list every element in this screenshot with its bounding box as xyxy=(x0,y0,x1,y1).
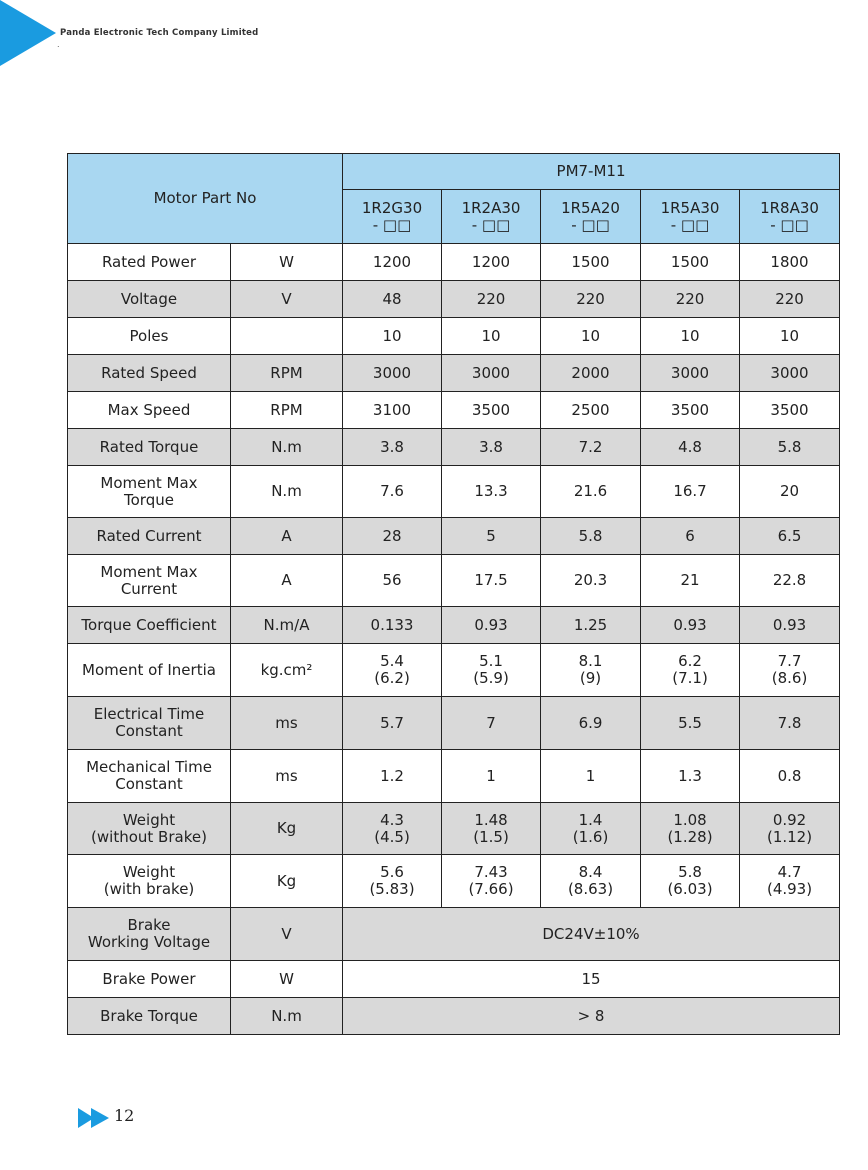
param-label xyxy=(68,607,231,644)
model-header xyxy=(442,190,541,244)
unit-cell: N.m xyxy=(231,998,343,1035)
value-line: 2500 xyxy=(571,400,610,419)
value-cell xyxy=(541,392,641,429)
value-cell xyxy=(641,392,740,429)
value-cell xyxy=(740,803,840,855)
value-line: (8.63) xyxy=(567,880,614,898)
table-row xyxy=(68,355,840,392)
value-line: 10 xyxy=(680,326,700,345)
value-line: 1.4 xyxy=(578,810,603,829)
param-label-line: Working Voltage xyxy=(87,933,211,951)
value-line: 3.8 xyxy=(479,437,503,456)
value-line: 220 xyxy=(675,289,705,308)
value-line: 1200 xyxy=(471,252,511,271)
value-line: 5.4 xyxy=(380,652,404,670)
value-line: 3000 xyxy=(770,363,809,382)
value-cell xyxy=(641,855,740,908)
value-cell xyxy=(541,318,641,355)
table-row xyxy=(68,429,840,466)
param-label xyxy=(68,429,231,466)
value-cell xyxy=(343,318,442,355)
value-cell xyxy=(442,392,541,429)
value-line: 5 xyxy=(486,526,496,545)
value-cell xyxy=(343,355,442,392)
value-cell xyxy=(442,855,541,908)
unit-cell: N.m/A xyxy=(231,607,343,644)
unit-cell: W xyxy=(231,961,343,998)
unit-cell: Kg xyxy=(231,855,343,908)
value-line: 5.7 xyxy=(380,713,404,732)
value-line: 13.3 xyxy=(474,482,508,500)
param-label-line: Electrical Time xyxy=(93,705,205,723)
param-label xyxy=(68,855,231,908)
param-label xyxy=(68,697,231,750)
value-line: 4.3 xyxy=(380,810,404,829)
value-line: 10 xyxy=(481,326,501,345)
value-cell xyxy=(740,855,840,908)
value-cell xyxy=(740,466,840,518)
table-row xyxy=(68,466,840,518)
param-label xyxy=(68,244,231,281)
param-label xyxy=(68,644,231,697)
table-row xyxy=(68,607,840,644)
value-line: 3100 xyxy=(372,400,412,419)
value-line: 6.2 xyxy=(678,652,702,670)
table-row xyxy=(68,803,840,855)
value-line: (8.6) xyxy=(771,669,808,687)
param-label-line: Moment Max xyxy=(100,562,198,581)
value-line: 56 xyxy=(382,571,402,589)
brake-row xyxy=(68,998,840,1035)
value-line: (4.93) xyxy=(766,880,813,898)
value-line: 5.8 xyxy=(678,863,702,881)
value-cell xyxy=(641,244,740,281)
value-cell xyxy=(641,281,740,318)
value-line: 0.93 xyxy=(474,615,508,634)
value-line: 3500 xyxy=(670,400,710,419)
unit-cell: A xyxy=(231,555,343,607)
value-cell xyxy=(343,803,442,855)
value-line: (4.5) xyxy=(374,827,410,846)
value-line: 3000 xyxy=(471,363,511,382)
value-cell xyxy=(641,750,740,803)
param-label-line: Rated Speed xyxy=(101,363,197,382)
value-line: (1.12) xyxy=(766,827,813,846)
value-line: 7.43 xyxy=(474,863,508,881)
model-header xyxy=(343,190,442,244)
value-cell xyxy=(442,318,541,355)
model-header-line: 1R2A30 xyxy=(461,198,521,217)
param-label-line: Moment of Inertia xyxy=(82,660,216,679)
value-cell xyxy=(541,355,641,392)
value-line: 2000 xyxy=(571,363,610,382)
value-cell xyxy=(442,555,541,607)
page-number: 12 xyxy=(114,1106,135,1125)
value-cell xyxy=(641,429,740,466)
value-line: (5.9) xyxy=(473,669,509,687)
value-line: 5.8 xyxy=(578,526,603,545)
value-cell xyxy=(740,518,840,555)
value-cell xyxy=(641,355,740,392)
value-line: 0.133 xyxy=(370,615,414,634)
param-label xyxy=(68,281,231,318)
value-cell xyxy=(541,750,641,803)
value-cell xyxy=(442,803,541,855)
unit-cell: Kg xyxy=(231,803,343,855)
model-header xyxy=(740,190,840,244)
value-cell xyxy=(541,518,641,555)
value-cell xyxy=(442,750,541,803)
param-label-line: Constant xyxy=(115,775,183,793)
param-label-line: Brake xyxy=(127,916,171,934)
param-label-line: Weight xyxy=(122,810,176,829)
value-cell xyxy=(641,555,740,607)
value-cell xyxy=(641,318,740,355)
value-cell xyxy=(343,518,442,555)
value-line: 7.2 xyxy=(578,437,603,456)
value-line: 220 xyxy=(476,289,506,308)
value-line: 1500 xyxy=(571,252,610,271)
param-label xyxy=(68,555,231,607)
value-line: 1200 xyxy=(372,252,412,271)
unit-cell: N.m xyxy=(231,429,343,466)
param-label xyxy=(68,355,231,392)
value-cell xyxy=(541,697,641,750)
brake-row xyxy=(68,961,840,998)
value-cell xyxy=(740,281,840,318)
value-line: (6.2) xyxy=(374,669,410,687)
value-line: 3000 xyxy=(372,363,412,382)
unit-cell: N.m xyxy=(231,466,343,518)
value-line: (6.03) xyxy=(667,880,713,898)
value-cell xyxy=(442,466,541,518)
param-label-line: (with brake) xyxy=(103,880,195,898)
unit-cell: RPM xyxy=(231,392,343,429)
value-line: (7.1) xyxy=(672,669,708,687)
double-arrow-icon xyxy=(78,1108,110,1128)
value-cell xyxy=(343,281,442,318)
param-label xyxy=(68,908,231,961)
value-cell xyxy=(740,318,840,355)
value-line: 7 xyxy=(486,713,496,732)
param-label-line: Poles xyxy=(129,326,169,345)
value-cell xyxy=(641,644,740,697)
value-line: (1.6) xyxy=(572,827,609,846)
brake-value-cell: DC24V±10% xyxy=(343,908,840,961)
motor-part-no-header: Motor Part No xyxy=(68,154,343,244)
value-cell xyxy=(343,429,442,466)
table-row xyxy=(68,518,840,555)
value-cell xyxy=(343,644,442,697)
param-label-line: (without Brake) xyxy=(91,827,207,846)
value-line: 4.8 xyxy=(678,437,702,456)
value-line: 1 xyxy=(486,766,496,785)
param-label xyxy=(68,961,231,998)
model-header-line: - □□ xyxy=(372,215,412,234)
value-line: 6 xyxy=(685,526,695,545)
value-line: 1.48 xyxy=(474,810,508,829)
value-line: 22.8 xyxy=(772,571,807,589)
value-cell xyxy=(740,392,840,429)
value-cell xyxy=(442,518,541,555)
value-line: 3000 xyxy=(670,363,710,382)
model-header-line: 1R5A20 xyxy=(561,198,620,217)
table-row xyxy=(68,644,840,697)
value-cell xyxy=(442,607,541,644)
value-cell xyxy=(740,750,840,803)
value-line: 10 xyxy=(382,326,402,345)
value-line: 1.3 xyxy=(678,766,702,785)
unit-cell: ms xyxy=(231,697,343,750)
param-label xyxy=(68,318,231,355)
param-label-line: Brake Power xyxy=(102,969,196,988)
param-label-line: Max Speed xyxy=(107,400,191,419)
value-line: 1.25 xyxy=(573,615,608,634)
value-line: 8.1 xyxy=(578,652,603,670)
company-name: Panda Electronic Tech Company Limited xyxy=(60,28,259,38)
value-line: (1.28) xyxy=(667,827,713,846)
value-line: 5.6 xyxy=(380,863,404,881)
value-cell xyxy=(343,392,442,429)
value-cell xyxy=(442,644,541,697)
series-header: PM7-M11 xyxy=(343,154,840,190)
value-line: 5.1 xyxy=(479,652,503,670)
param-label-line: Current xyxy=(120,579,178,598)
value-cell xyxy=(740,244,840,281)
value-line: 16.7 xyxy=(673,482,707,500)
value-cell xyxy=(343,607,442,644)
model-header-line: - □□ xyxy=(471,215,511,234)
value-cell xyxy=(740,355,840,392)
value-cell xyxy=(641,697,740,750)
value-cell xyxy=(541,281,641,318)
value-cell xyxy=(442,244,541,281)
unit-cell: W xyxy=(231,244,343,281)
value-line: 0.93 xyxy=(673,615,707,634)
unit-cell: A xyxy=(231,518,343,555)
motor-spec-table xyxy=(67,153,840,1035)
brake-row xyxy=(68,908,840,961)
value-cell xyxy=(541,244,641,281)
unit-cell: ms xyxy=(231,750,343,803)
value-cell xyxy=(541,607,641,644)
table-row xyxy=(68,555,840,607)
value-cell xyxy=(541,644,641,697)
table-row xyxy=(68,392,840,429)
param-label-line: Torque Coefficient xyxy=(81,615,217,634)
param-label-line: Torque xyxy=(124,490,174,509)
value-line: 17.5 xyxy=(474,571,508,589)
value-cell xyxy=(343,466,442,518)
value-line: 4.7 xyxy=(777,863,802,881)
param-label-line: Moment Max xyxy=(100,473,198,492)
brake-value-cell: 15 xyxy=(343,961,840,998)
model-header-line: 1R5A30 xyxy=(660,198,720,217)
brake-value-cell: > 8 xyxy=(343,998,840,1035)
model-header-line: 1R2G30 xyxy=(361,198,423,217)
model-header-line: - □□ xyxy=(770,215,809,234)
model-header-line: - □□ xyxy=(571,215,610,234)
value-cell xyxy=(541,855,641,908)
value-cell xyxy=(442,429,541,466)
value-line: (7.66) xyxy=(468,880,514,898)
model-header xyxy=(641,190,740,244)
param-label xyxy=(68,803,231,855)
value-line: 6.5 xyxy=(777,526,802,545)
value-cell xyxy=(442,281,541,318)
param-label-line: Voltage xyxy=(120,289,178,308)
value-cell xyxy=(740,697,840,750)
value-line: 0.92 xyxy=(772,810,807,829)
value-line: 3.8 xyxy=(380,437,404,456)
value-line: 0.93 xyxy=(772,615,807,634)
param-label-line: Rated Current xyxy=(96,526,202,545)
value-line: 220 xyxy=(576,289,605,308)
value-line: (5.83) xyxy=(369,880,415,898)
value-cell xyxy=(740,607,840,644)
unit-cell xyxy=(231,318,343,355)
value-cell xyxy=(641,803,740,855)
value-cell xyxy=(343,555,442,607)
value-cell xyxy=(343,855,442,908)
header-dot: . xyxy=(57,40,60,49)
param-label-line: Mechanical Time xyxy=(86,758,212,776)
model-header xyxy=(541,190,641,244)
value-cell xyxy=(442,355,541,392)
value-cell xyxy=(343,244,442,281)
value-line: 21.6 xyxy=(573,482,608,500)
param-label xyxy=(68,750,231,803)
value-line: 48 xyxy=(382,289,402,308)
value-line: 10 xyxy=(580,326,601,345)
value-cell xyxy=(641,466,740,518)
value-cell xyxy=(641,607,740,644)
value-line: (1.5) xyxy=(473,827,509,846)
value-line: 10 xyxy=(779,326,800,345)
unit-cell: V xyxy=(231,908,343,961)
table-row xyxy=(68,697,840,750)
value-line: 3500 xyxy=(770,400,809,419)
value-line: 21 xyxy=(680,571,700,589)
value-line: 5.5 xyxy=(678,713,702,732)
model-header-line: - □□ xyxy=(670,215,710,234)
unit-cell: V xyxy=(231,281,343,318)
param-label xyxy=(68,466,231,518)
value-line: 7.8 xyxy=(777,713,802,732)
value-cell xyxy=(541,555,641,607)
value-line: (9) xyxy=(579,669,602,687)
table-row xyxy=(68,750,840,803)
value-line: 220 xyxy=(775,289,804,308)
value-cell xyxy=(442,697,541,750)
value-cell xyxy=(740,555,840,607)
table-row xyxy=(68,244,840,281)
model-header-line: 1R8A30 xyxy=(760,198,819,217)
value-cell xyxy=(740,644,840,697)
value-cell xyxy=(541,803,641,855)
value-line: 28 xyxy=(382,526,402,545)
value-cell xyxy=(343,750,442,803)
value-line: 5.8 xyxy=(777,437,802,456)
unit-cell: kg.cm² xyxy=(231,644,343,697)
param-label-line: Rated Torque xyxy=(99,437,199,456)
value-cell xyxy=(641,518,740,555)
value-line: 1800 xyxy=(770,252,809,271)
value-cell xyxy=(740,429,840,466)
param-label-line: Constant xyxy=(115,722,183,740)
value-line: 3500 xyxy=(471,400,511,419)
param-label-line: Rated Power xyxy=(101,252,197,271)
table-row xyxy=(68,855,840,908)
param-label-line: Weight xyxy=(122,863,176,881)
value-line: 20.3 xyxy=(573,571,608,589)
value-line: 0.8 xyxy=(777,766,802,785)
table-row xyxy=(68,281,840,318)
param-label xyxy=(68,998,231,1035)
value-line: 8.4 xyxy=(578,863,603,881)
param-label xyxy=(68,518,231,555)
param-label-line: Brake Torque xyxy=(100,1006,198,1025)
value-cell xyxy=(541,466,641,518)
value-line: 1.2 xyxy=(380,766,404,785)
value-line: 6.9 xyxy=(578,713,603,732)
value-cell xyxy=(343,697,442,750)
unit-cell: RPM xyxy=(231,355,343,392)
value-line: 7.6 xyxy=(380,482,404,500)
value-line: 7.7 xyxy=(777,652,802,670)
value-line: 1.08 xyxy=(673,810,707,829)
value-line: 20 xyxy=(779,482,800,500)
corner-triangle-logo xyxy=(0,0,60,66)
value-line: 1 xyxy=(585,766,596,785)
value-line: 1500 xyxy=(670,252,710,271)
value-cell xyxy=(541,429,641,466)
param-label xyxy=(68,392,231,429)
table-row xyxy=(68,318,840,355)
